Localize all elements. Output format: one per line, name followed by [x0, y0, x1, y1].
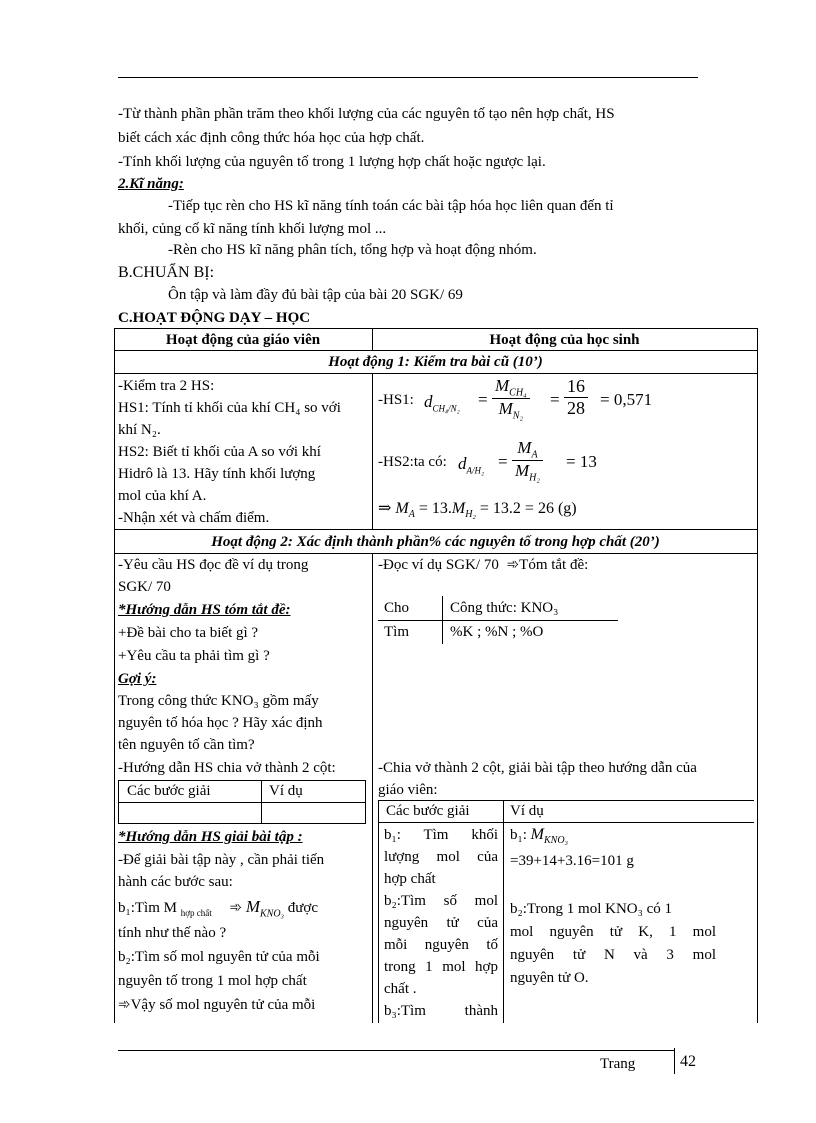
hs1-molar-fraction: $M_{CH_4}$ $M_{N_2}$ — [492, 376, 530, 422]
row-line-3 — [114, 529, 757, 530]
teacher-example-header: Ví dụ — [269, 783, 303, 799]
hd2-solve-l2: hành các bước sau: — [118, 874, 233, 890]
hs2-calc: ⇒ $M_A = 13.M_{H_2} = 13.2 = 26$ (g) — [378, 500, 577, 521]
hd2-teacher-l1: -Yêu cầu HS đọc đề ví dụ trong — [118, 557, 309, 573]
hd2-solve-l1: -Để giải bài tập này , cần phải tiến — [118, 852, 325, 868]
footer-rule — [118, 1050, 674, 1051]
table-mid-border-3 — [372, 553, 373, 1023]
hd2-b1: b₁:Tìm M $_{hợp chất}$ ➾ $M_{KNO_3}$ được — [118, 897, 319, 920]
hs2-d-symbol: $d_{A/H_2}$ — [458, 454, 485, 476]
hs1-label: -HS1: — [378, 392, 414, 408]
given-value: Công thức: KNO₃ — [450, 600, 559, 616]
prep-text: Ôn tập và làm đầy đủ bài tập của bài 20 SGK/ 69 — [168, 287, 463, 303]
implies-icon: ⇒ — [378, 500, 392, 517]
step1-l3: hợp chất — [384, 871, 436, 887]
example-1-calc: =39+14+3.16=101 g — [510, 853, 634, 869]
activity-1-title: Hoạt động 1: Kiểm tra bài cũ (10’) — [328, 354, 543, 370]
hd2-question-1: +Đề bài cho ta biết gì ? — [118, 625, 259, 641]
hd2-guide-summary: *Hướng dẫn HS tóm tắt đề: — [118, 602, 291, 618]
example-2-l4: nguyên tử O. — [510, 970, 589, 986]
hd1-teacher-line-7: -Nhận xét và chấm điểm. — [118, 510, 270, 526]
hd2-question-2: +Yêu cầu ta phải tìm gì ? — [118, 648, 270, 664]
hs2-mh2-symbol: $M_{H_2}$ — [451, 500, 476, 521]
student-steps-mid — [503, 800, 504, 1023]
hd2-hint: Gợi ý: — [118, 671, 157, 687]
hd1-teacher-line-1: -Kiểm tra 2 HS: — [118, 378, 215, 394]
activity-2-title: Hoạt động 2: Xác định thành phần% các nguyên tố trong hợp chất (20’) — [211, 534, 660, 550]
hs1-value-fraction: $\frac{16}{28}$ — [564, 376, 588, 419]
given-label: Cho — [384, 600, 410, 616]
hs1-result: = 0,571 — [600, 390, 653, 409]
student-steps-header: Các bước giải — [386, 803, 470, 819]
hd1-teacher-line-4: HS2: Biết tỉ khối của A so với khí — [118, 444, 321, 460]
step2-l3: mỗi nguyên tố — [384, 937, 498, 953]
teacher-steps-table — [118, 780, 366, 824]
hd2-student-split-2: giáo viên: — [378, 782, 438, 798]
row-line-2 — [114, 373, 757, 374]
hs2-molar-fraction: $\frac{M_A}{M_{H_2}}$ — [512, 438, 543, 484]
hd2-split: -Hướng dẫn HS chia vở thành 2 cột: — [118, 760, 336, 776]
find-label: Tìm — [384, 624, 409, 640]
table-right-border — [757, 328, 758, 1023]
hd2-teacher-l2: SGK/ 70 — [118, 579, 171, 595]
col-header-student: Hoạt động của học sinh — [489, 332, 640, 348]
teacher-steps-header: Các bước giải — [127, 783, 211, 799]
intro-line-3: -Tính khối lượng của nguyên tố trong 1 lượng hợp chất hoặc ngược lại. — [118, 154, 546, 170]
hd1-teacher-line-5: Hidrô là 13. Hãy tính khối lượng — [118, 466, 316, 482]
hs1-eq-2: = — [550, 390, 560, 409]
step1-l2: lượng mol của — [384, 849, 498, 865]
arrow-icon: ➾ — [229, 900, 243, 916]
hs2-ma-symbol: $M_A$ — [395, 500, 415, 521]
page-number: 42 — [680, 1053, 696, 1070]
hd2-student-read: -Đọc ví dụ SGK/ 70 ➾Tóm tắt đề: — [378, 557, 589, 573]
hs2-label: -HS2:ta có: — [378, 454, 447, 470]
arrow-icon: ➾ — [118, 997, 131, 1013]
example-1: b₁: $M_{KNO_3}$ — [510, 826, 569, 847]
step2-l5: chất . — [384, 981, 417, 997]
hd2-guide-solve: *Hướng dẫn HS giải bài tập : — [118, 829, 303, 845]
hs1-d-symbol: $d_{CH_4/N_2}$ — [424, 392, 460, 414]
hd1-teacher-line-6: mol của khí A. — [118, 488, 207, 504]
header-rule — [118, 77, 698, 78]
hd2-hint-l2: nguyên tố hóa học ? Hãy xác định — [118, 715, 323, 731]
skills-heading: 2.Kĩ năng: — [118, 176, 184, 192]
skills-para-1a: -Tiếp tục rèn cho HS kĩ năng tính toán các bài tập hóa học liên quan đến tỉ — [168, 198, 614, 214]
given-find-table — [378, 596, 618, 644]
step1-l1: b₁: Tìm khối — [384, 827, 498, 843]
hd2-hint-l3: tên nguyên tố cần tìm? — [118, 737, 255, 753]
example-2-l2: mol nguyên tử K, 1 mol — [510, 924, 716, 940]
hd1-teacher-line-3: khí N₂. — [118, 422, 161, 438]
hd2-b2-l2: nguyên tố trong 1 mol hợp chất — [118, 973, 307, 989]
intro-line-2: biết cách xác định công thức hóa học của hợp chất. — [118, 130, 425, 146]
hs2-calc-value: = 13.2 = 26 (g) — [479, 500, 577, 517]
hd1-teacher-line-2: HS1: Tính tỉ khối của khí CH₄ so với — [118, 400, 341, 416]
table-mid-border-2 — [372, 373, 373, 529]
hd2-b2-l1: b₂:Tìm số mol nguyên tử của mỗi — [118, 949, 320, 965]
hd2-student-split-1: -Chia vở thành 2 cột, giải bài tập theo hướng dẫn của — [378, 760, 697, 776]
hd2-hint-l1: Trong công thức KNO₃ gồm mấy — [118, 693, 319, 709]
hd2-b1-l2: tính như thế nào ? — [118, 925, 227, 941]
step2-l2: nguyên tử của — [384, 915, 498, 931]
student-steps-header-line — [378, 822, 754, 823]
step2-l1: b₂:Tìm số mol — [384, 893, 498, 909]
student-steps-left — [378, 800, 379, 1023]
intro-line-1: -Từ thành phần phần trăm theo khối lượng của các nguyên tố tạo nên hợp chất, HS — [118, 106, 615, 122]
student-example-header: Ví dụ — [510, 803, 544, 819]
example-2-l1: b₂:Trong 1 mol KNO₃ có 1 — [510, 901, 672, 917]
col-header-teacher: Hoạt động của giáo viên — [165, 332, 321, 348]
hs2-eq-1: = — [498, 452, 508, 471]
skills-para-2: -Rèn cho HS kĩ năng phân tích, tổng hợp và hoạt động nhóm. — [168, 242, 537, 258]
hs1-formula — [378, 376, 748, 428]
footer-label: Trang — [600, 1056, 636, 1072]
step2-l4: trong 1 mol hợp — [384, 959, 498, 975]
prep-heading: B.CHUẨN BỊ: — [118, 264, 215, 281]
skills-para-1b: khối, củng cố kĩ năng tính khối lượng mol ... — [118, 221, 387, 237]
activities-heading: C.HOẠT ĐỘNG DẠY – HỌC — [118, 310, 311, 326]
table-left-border — [114, 328, 115, 1023]
arrow-icon: ➾ — [506, 557, 520, 573]
hs2-formula — [378, 438, 748, 490]
find-value: %K ; %N ; %O — [450, 624, 544, 640]
hd2-b2-l3: ➾Vậy số mol nguyên tử của mỗi — [118, 997, 316, 1013]
hs2-result: = 13 — [566, 452, 597, 471]
footer-divider — [674, 1048, 675, 1074]
example-2-l3: nguyên tử N và 3 mol — [510, 947, 716, 963]
step3-l1: b₃:Tìm thành — [384, 1003, 498, 1019]
hs1-eq-1: = — [478, 390, 488, 409]
